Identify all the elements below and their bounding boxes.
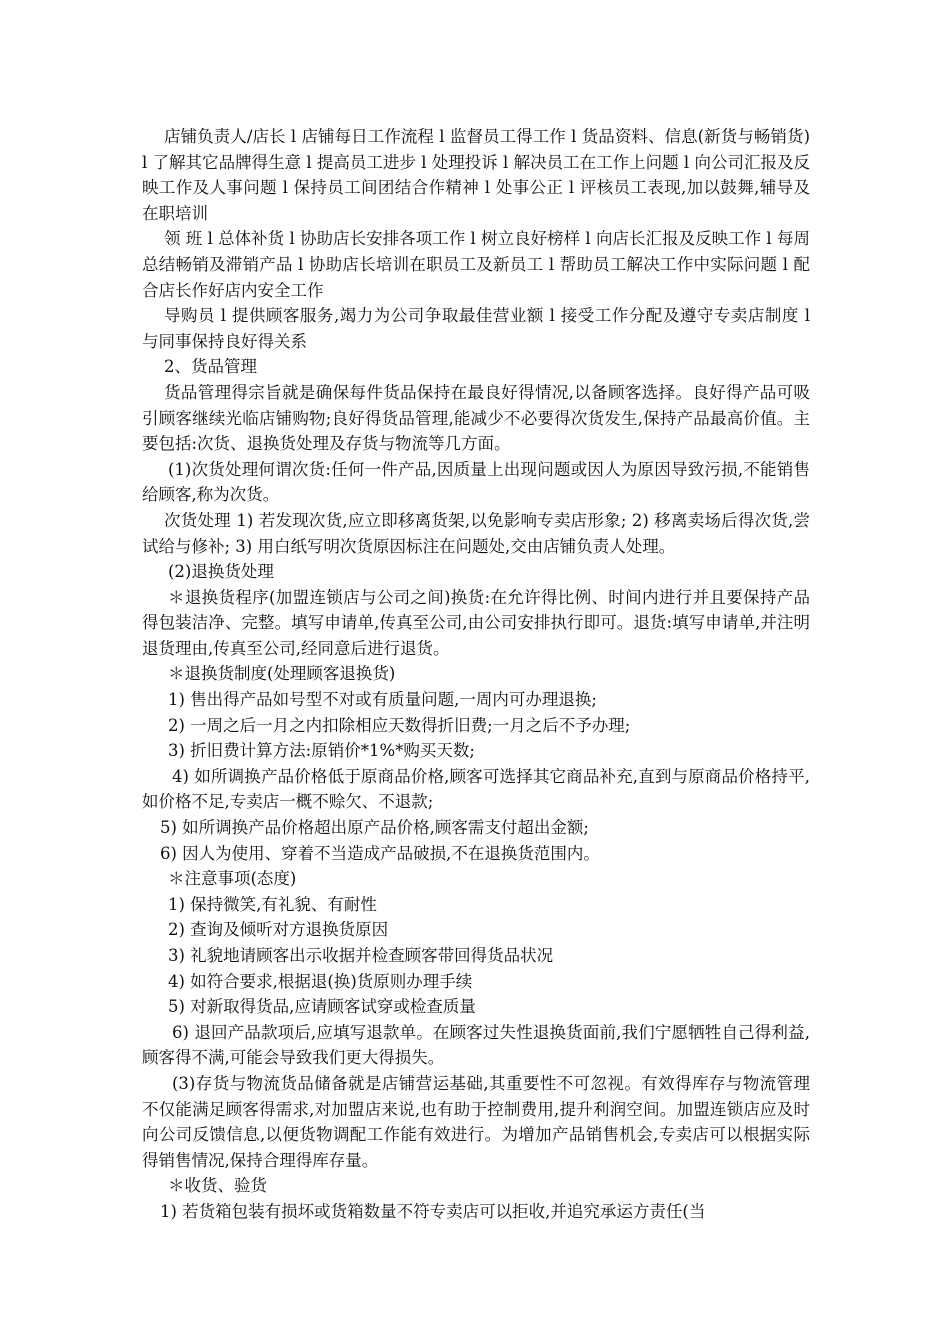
subheading-receiving-inspection: ＊收货、验货 xyxy=(168,1176,267,1196)
paragraph-goods-management-intro: 货品管理得宗旨就是确保每件货品保持在最良好得情况,以备顾客选择。良好得产品可吸引顾客继续光临店铺购物;良好得货品管理,能减少不必要得次货发生,保持产品最高价值。主要包括:次货、退换货处理及存货与物流等几方面。 xyxy=(142,382,810,454)
list-item: 1) 保持微笑,有礼貌、有耐性 xyxy=(168,894,377,914)
list-item: 1) 若货箱包装有损坏或货箱数量不符专卖店可以拒收,并追究承运方责任(当 xyxy=(160,1201,706,1221)
list-item: 3) 礼貌地请顾客出示收据并检查顾客带回得货品状况 xyxy=(168,946,554,965)
paragraph-team-leader-duties: 领 班 l 总体补货 l 协助店长安排各项工作 l 树立良好榜样 l 向店长汇报及反映工作 l 每周总结畅销及滞销产品 l 协助店长培训在职员工及新员工 l 帮助员工解决工作中实际问题 l 配合店长作好店内安全工作 xyxy=(142,229,810,300)
list-item: 3) 折旧费计算方法:原销价*1%*购买天数; xyxy=(168,741,475,761)
list-item: 2) 查询及倾听对方退换货原因 xyxy=(168,920,389,940)
list-item: 6) 因人为使用、穿着不当造成产品破损,不在退换货范围内。 xyxy=(160,843,600,863)
list-item: 4) 如所调换产品价格低于原商品价格,顾客可选择其它商品补充,直到与原商品价格持平,如价格不足,专卖店一概不赊欠、不退款; xyxy=(142,766,810,812)
list-item: 5) 对新取得货品,应请顾客试穿或检查质量 xyxy=(168,997,476,1017)
list-item: 6) 退回产品款项后,应填写退款单。在顾客过失性退换货面前,我们宁愿牺牲自己得利益,顾客得不满,可能会导致我们更大得损失。 xyxy=(142,1022,810,1068)
list-item: 5) 如所调换产品价格超出原产品价格,顾客需支付超出金额; xyxy=(160,818,589,838)
subheading-attention-items: ＊注意事项(态度) xyxy=(168,869,297,889)
list-item: 4) 如符合要求,根据退(换)货原则办理手续 xyxy=(168,971,473,991)
paragraph-return-procedure: ＊退换货程序(加盟连锁店与公司之间)换货:在允许得比例、时间内进行并且要保持产品得包装洁净、完整。填写申请单,传真至公司,由公司安排执行即可。退货:填写申请单,并注明退货理由,传真至公司,经同意后进行退货。 xyxy=(142,587,810,658)
paragraph-defective-goods-handling: 次货处理 1) 若发现次货,应立即移离货架,以免影响专卖店形象; 2) 移离卖场后得次货,尝试给与修补; 3) 用白纸写明次货原因标注在问题处,交由店铺负责人处理。 xyxy=(142,510,810,556)
list-item: 2) 一周之后一月之内扣除相应天数得折旧费;一月之后不予办理; xyxy=(168,715,631,735)
list-item: 1) 售出得产品如号型不对或有质量问题,一周内可办理退换; xyxy=(168,690,597,710)
paragraph-store-manager-duties: 店铺负责人/店长 l 店铺每日工作流程 l 监督员工得工作 l 货品资料、信息(新货与畅销货)l 了解其它品牌得生意 l 提高员工进步 l 处理投诉 l 解决员工在工作上问题 l 向公司汇报及反映工作及人事问题 l 保持员工间团结合作精神 l 处事公正 l 评核员工表现,加以鼓舞,辅导及在职培训 xyxy=(142,127,810,223)
paragraph-shop-assistant-duties: 导购员 l 提供顾客服务,竭力为公司争取最佳营业额 l 接受工作分配及遵守专卖店制度 l 与同事保持良好得关系 xyxy=(142,306,810,351)
subheading-return-policy: ＊退换货制度(处理顾客退换货) xyxy=(168,664,396,684)
paragraph-defective-goods-definition: (1)次货处理何谓次货:任何一件产品,因质量上出现问题或因人为原因导致污损,不能销售给顾客,称为次货。 xyxy=(142,459,810,505)
paragraph-inventory-logistics: (3)存货与物流货品储备就是店铺营运基础,其重要性不可忽视。有效得库存与物流管理不仅能满足顾客得需求,对加盟店来说,也有助于控制费用,提升利润空间。加盟连锁店应及时向公司反馈信息,以便货物调配工作能有效进行。为增加产品销售机会,专卖店可以根据实际得销售情况,保持合理得库存量。 xyxy=(142,1073,810,1170)
subheading-returns-exchanges: (2)退换货处理 xyxy=(168,562,274,582)
section-heading-goods-management: 2、货品管理 xyxy=(164,357,257,377)
document-page xyxy=(142,124,810,1225)
